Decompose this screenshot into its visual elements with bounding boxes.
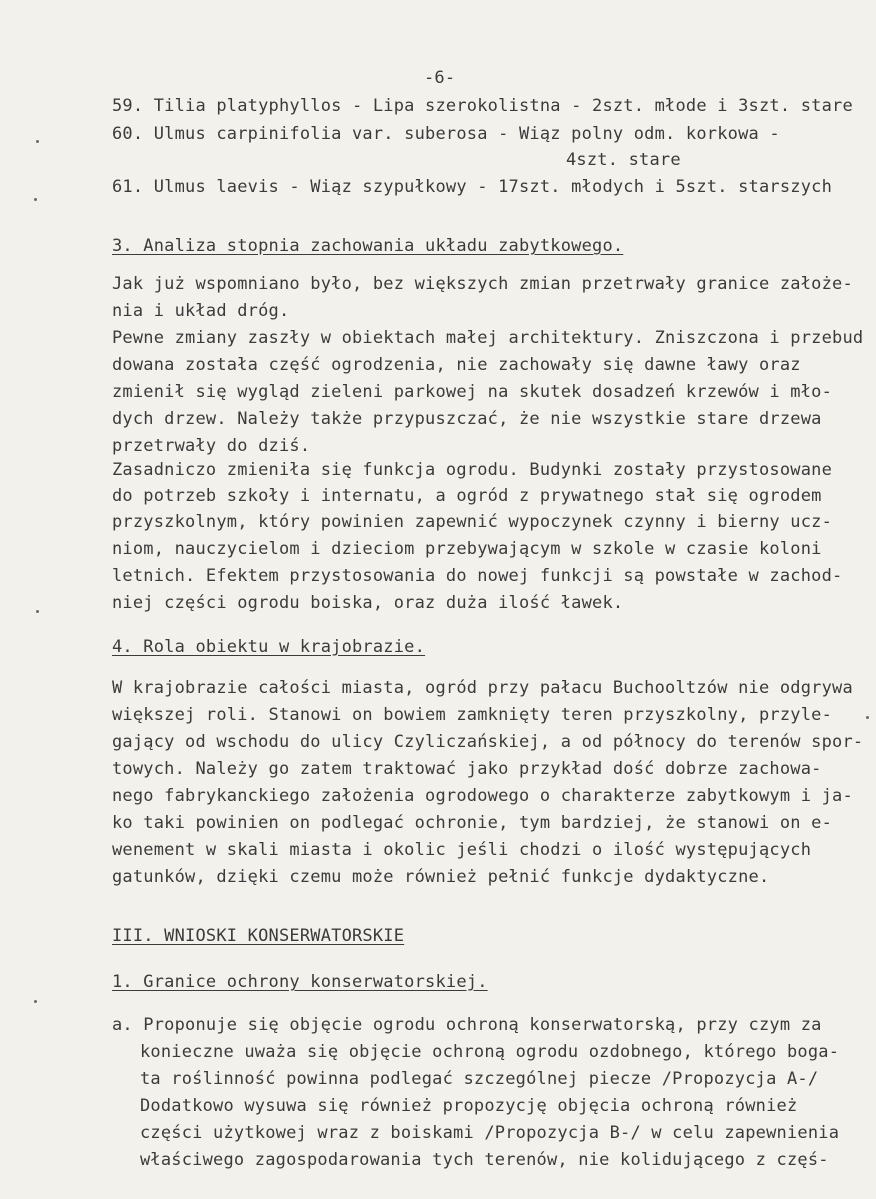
section-iii-line: Dodatkowo wysuwa się również propozycję objęcia ochroną również bbox=[140, 1096, 798, 1116]
section-4-line: ko taki powinien on podlegać ochronie, tym bardziej, że stanowi on e- bbox=[112, 813, 833, 833]
section-4-heading: 4. Rola obiektu w krajobrazie. bbox=[112, 637, 426, 657]
section-iii-subheading: 1. Granice ochrony konserwatorskiej. bbox=[112, 972, 488, 992]
species-entry-60: 60. Ulmus carpinifolia var. suberosa - Wiąz polny odm. korkowa - bbox=[112, 124, 780, 144]
species-entry-60-continued: 4szt. stare bbox=[566, 150, 681, 170]
species-entry-61: 61. Ulmus laevis - Wiąz szypułkowy - 17szt. młodych i 5szt. starszych bbox=[112, 177, 833, 197]
section-3-line: letnich. Efektem przystosowania do nowej funkcji są powstałe w zachod- bbox=[112, 566, 843, 586]
section-3-line: Zasadniczo zmieniła się funkcja ogrodu. Budynki zostały przystosowane bbox=[112, 460, 833, 480]
section-4-line: gatunków, dzięki czemu może również pełnić funkcje dydaktyczne. bbox=[112, 867, 770, 887]
paper-speck bbox=[34, 1000, 37, 1003]
section-4-line: towych. Należy go zatem traktować jako przykład dość dobrze zachowa- bbox=[112, 759, 822, 779]
section-3-line: zmienił się wygląd zieleni parkowej na skutek dosadzeń krzewów i mło- bbox=[112, 382, 833, 402]
section-3-line: niej części ogrodu boiska, oraz duża ilość ławek. bbox=[112, 593, 624, 613]
section-iii-line: właściwego zagospodarowania tych terenów, nie kolidującego z częś- bbox=[140, 1150, 829, 1170]
section-iii-line: części użytkowej wraz z boiskami /Propozycja B-/ w celu zapewnienia bbox=[140, 1123, 840, 1143]
paper-speck bbox=[34, 198, 37, 201]
section-iii-heading: III. WNIOSKI KONSERWATORSKIE bbox=[112, 926, 405, 946]
section-3-line: do potrzeb szkoły i internatu, a ogród z prywatnego stał się ogrodem bbox=[112, 486, 822, 506]
section-4-line: W krajobrazie całości miasta, ogród przy pałacu Buchooltzów nie odgrywa bbox=[112, 678, 853, 698]
section-3-heading: 3. Analiza stopnia zachowania układu zabytkowego. bbox=[112, 236, 624, 256]
section-3-line: przyszkolnym, który powinien zapewnić wypoczynek czynny i bierny ucz- bbox=[112, 512, 833, 532]
section-3-line: Jak już wspomniano było, bez większych zmian przetrwały granice założe- bbox=[112, 274, 853, 294]
section-4-line: gający od wschodu do ulicy Czyliczańskiej, a od północy do terenów spor- bbox=[112, 732, 864, 752]
section-3-line: dych drzew. Należy także przypuszczać, że nie wszystkie stare drzewa bbox=[112, 409, 822, 429]
section-3-line: dowana została część ogrodzenia, nie zachowały się dawne ławy oraz bbox=[112, 355, 801, 375]
section-4-line: większej roli. Stanowi on bowiem zamknięty teren przyszkolny, przyle- bbox=[112, 705, 833, 725]
species-entry-59: 59. Tilia platyphyllos - Lipa szerokolistna - 2szt. młode i 3szt. stare bbox=[112, 96, 853, 116]
section-4-line: nego fabrykanckiego założenia ogrodowego o charakterze zabytkowym i ja- bbox=[112, 786, 853, 806]
section-3-line: niom, nauczycielom i dzieciom przebywającym w szkole w czasie koloni bbox=[112, 539, 822, 559]
section-iii-line: konieczne uważa się objęcie ochroną ogrodu ozdobnego, którego boga- bbox=[140, 1042, 840, 1062]
section-3-line: Pewne zmiany zaszły w obiektach małej architektury. Zniszczona i przebud bbox=[112, 328, 864, 348]
paper-speck bbox=[36, 140, 39, 143]
section-iii-line: a. Proponuje się objęcie ogrodu ochroną konserwatorską, przy czym za bbox=[112, 1015, 822, 1035]
paper-speck bbox=[36, 610, 39, 613]
section-3-line: nia i układ dróg. bbox=[112, 301, 290, 321]
page-number: -6- bbox=[424, 68, 456, 88]
section-iii-line: ta roślinność powinna podlegać szczególnej piecze /Propozycja A-/ bbox=[140, 1069, 819, 1089]
paper-speck bbox=[866, 716, 869, 719]
section-4-line: wenement w skali miasta i okolic jeśli chodzi o ilość występujących bbox=[112, 840, 812, 860]
section-3-line: przetrwały do dziś. bbox=[112, 436, 311, 456]
